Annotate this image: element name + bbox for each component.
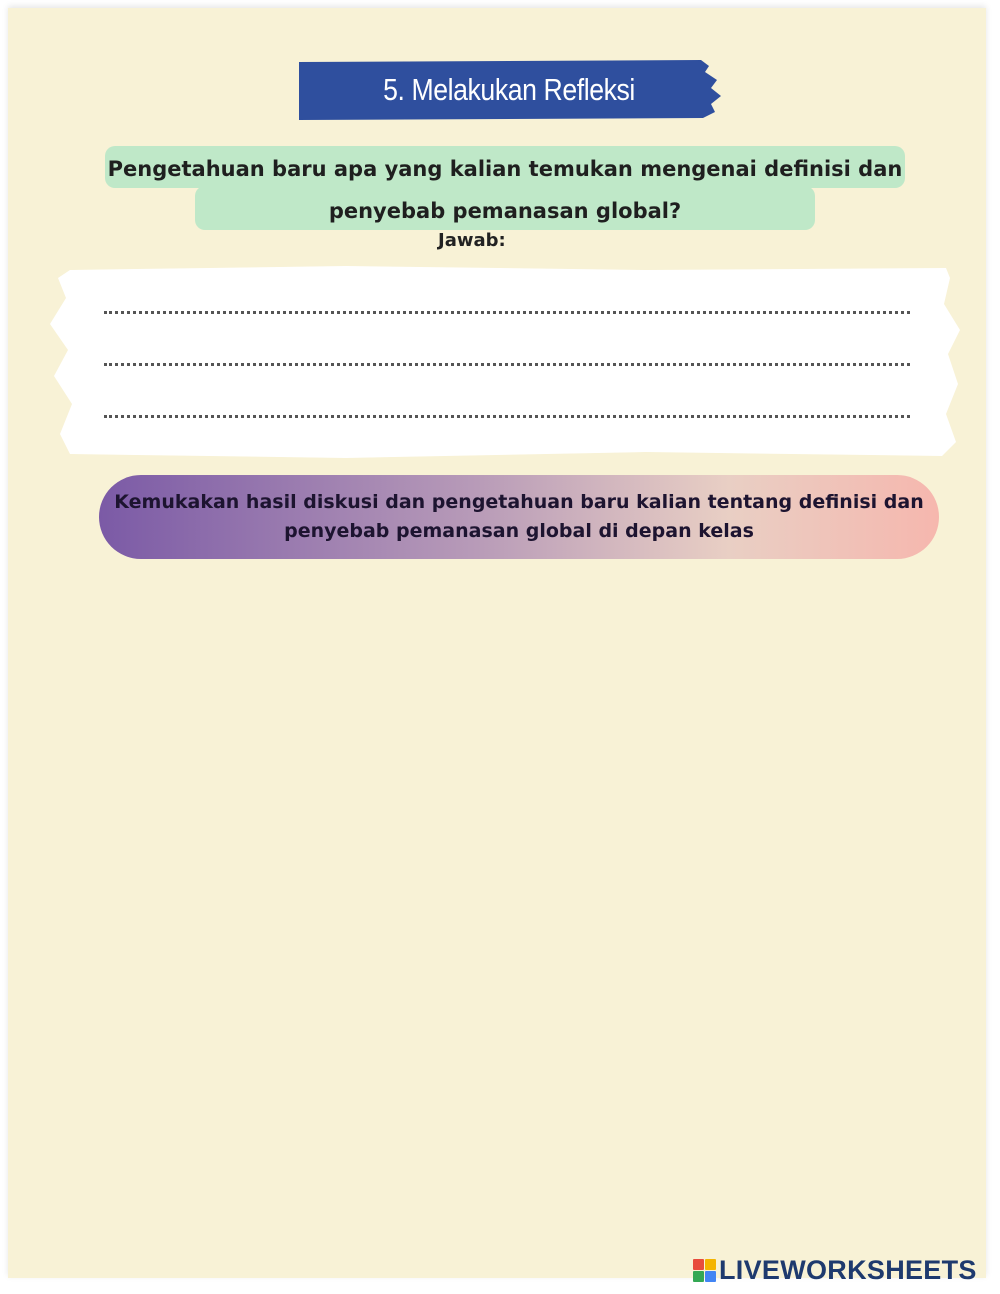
section-title: 5. Melakukan Refleksi — [383, 72, 635, 107]
liveworksheets-logo-icon — [693, 1259, 716, 1282]
section-title-banner — [297, 58, 721, 122]
answer-brush-shape — [46, 264, 962, 460]
liveworksheets-brand — [693, 1255, 977, 1285]
reflection-question — [105, 142, 905, 232]
question-text: Pengetahuan baru apa yang kalian temukan mengenai definisi dan penyebab pemanasan global? — [107, 157, 903, 223]
instruction-pill — [99, 475, 939, 559]
answer-line-3[interactable] — [104, 415, 910, 418]
instruction-text: Kemukakan hasil diskusi dan pengetahuan baru kalian tentang definisi dan penyebab pemanasan global di depan kelas — [114, 491, 924, 542]
answer-line-1[interactable] — [104, 311, 910, 314]
answer-area[interactable] — [46, 264, 962, 460]
answer-label: Jawab: — [438, 230, 506, 251]
brand-name: LIVEWORKSHEETS — [719, 1254, 977, 1285]
answer-line-2[interactable] — [104, 363, 910, 366]
worksheet-page — [8, 8, 986, 1278]
